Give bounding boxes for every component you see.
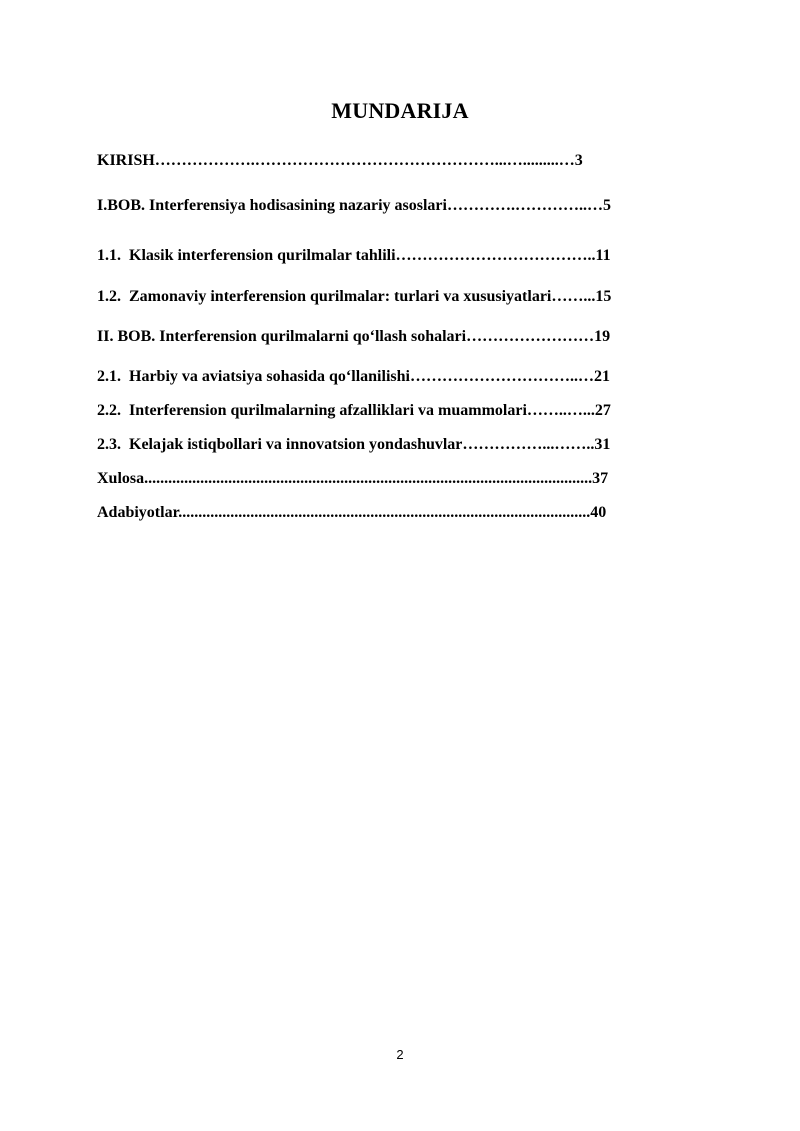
toc-entry-text: 2.1. Harbiy va aviatsiya sohasida qo‘llanilishi…………………………..…21 xyxy=(97,368,610,385)
toc-entry-text: Adabiyotlar.......................................................................................................40 xyxy=(97,504,607,521)
toc-entry-text: I.BOB. Interferensiya hodisasining nazariy asoslari………….…………..…5 xyxy=(97,197,611,214)
toc-entry-section-1-2 xyxy=(97,286,707,308)
toc-entry-kirish xyxy=(97,150,707,172)
toc-entry-section-1-1 xyxy=(97,245,707,267)
toc-entry-text: KIRISH……………….………………………………………...….........…3 xyxy=(97,152,583,169)
toc-entry-section-2-1 xyxy=(97,366,707,388)
toc-entry-text: 1.1. Klasik interferension qurilmalar tahlili………………………………..11 xyxy=(97,247,611,264)
page-title: MUNDARIJA xyxy=(331,98,469,123)
toc-entry-chapter-2 xyxy=(97,326,707,348)
toc-entry-section-2-3 xyxy=(97,434,707,456)
toc-entry-xulosa xyxy=(97,468,707,490)
toc-entry-text: Xulosa................................................................................................................37 xyxy=(97,470,609,487)
toc-entry-section-2-2 xyxy=(97,400,707,422)
toc-entry-adabiyotlar xyxy=(97,502,707,524)
toc-entry-text: 1.2. Zamonaviy interferension qurilmalar: turlari va xususiyatlari……...15 xyxy=(97,288,612,305)
page-number: 2 xyxy=(396,1047,404,1062)
toc-entry-chapter-1 xyxy=(97,195,707,217)
toc-entry-text: II. BOB. Interferension qurilmalarni qo‘llash sohalari……………………19 xyxy=(97,328,611,345)
toc-entry-text: 2.2. Interferension qurilmalarning afzalliklari va muammolari……..…...27 xyxy=(97,402,611,419)
toc-entry-text: 2.3. Kelajak istiqbollari va innovatsion yondashuvlar……………...……..31 xyxy=(97,436,611,453)
